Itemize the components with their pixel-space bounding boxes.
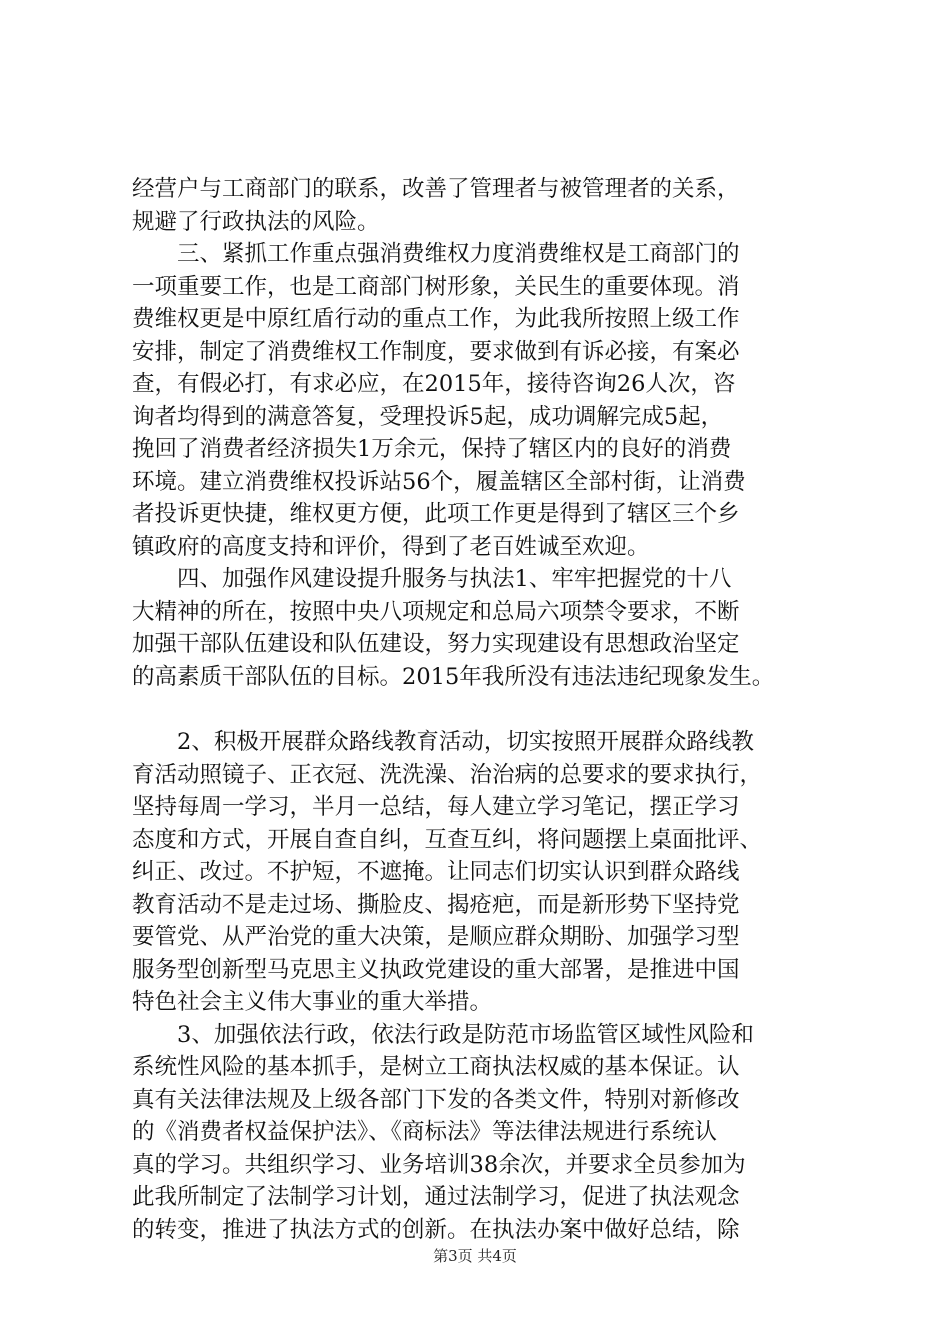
text-line: 镇政府的高度支持和评价，得到了老百姓诚至欢迎。 <box>132 533 650 560</box>
text-line: 经营户与工商部门的联系，改善了管理者与被管理者的关系， <box>132 176 740 202</box>
text-line: 真有关法律法规及上级各部门下发的各类文件，特别对新修改 <box>132 1086 740 1113</box>
text-line: 服务型创新型马克思主义执政党建设的重大部署，是推进中国 <box>132 956 740 983</box>
text-line: 的转变，推进了执法方式的创新。在执法办案中做好总结，除 <box>132 1216 740 1243</box>
text-line: 挽回了消费者经济损失1万余元，保持了辖区内的良好的消费 <box>132 436 732 462</box>
text-line: 真的学习。共组织学习、业务培训38余次，并要求全员参加为 <box>132 1151 746 1178</box>
text-line: 加强干部队伍建设和队伍建设，努力实现建设有思想政治坚定 <box>132 631 740 657</box>
text-line: 教育活动不是走过场、撕脸皮、揭疮疤，而是新形势下坚持党 <box>132 891 740 918</box>
text-line: 费维权更是中原红盾行动的重点工作，为此我所按照上级工作 <box>132 306 740 332</box>
text-line: 询者均得到的满意答复，受理投诉5起，成功调解完成5起， <box>132 403 724 430</box>
text-line: 育活动照镜子、正衣冠、洗洗澡、治治病的总要求的要求执行， <box>132 761 763 788</box>
text-line: 的高素质干部队伍的目标。2015年我所没有违法违纪现象发生。 <box>132 663 775 690</box>
text-line: 大精神的所在，按照中央八项规定和总局六项禁令要求，不断 <box>132 598 740 625</box>
text-line: 3、加强依法行政，依法行政是防范市场监管区域性风险和 <box>132 1021 754 1048</box>
text-line: 一项重要工作，也是工商部门树形象，关民生的重要体现。消 <box>132 273 740 300</box>
text-line: 规避了行政执法的风险。 <box>132 208 380 235</box>
text-line: 安排，制定了消费维权工作制度，要求做到有诉必接，有案必 <box>132 338 740 365</box>
text-line: 态度和方式，开展自查自纠，互查互纠，将问题摆上桌面批评、 <box>132 826 763 853</box>
text-line: 系统性风险的基本抓手，是树立工商执法权威的基本保证。认 <box>132 1054 740 1080</box>
text-line: 2、积极开展群众路线教育活动，切实按照开展群众路线教 <box>132 729 754 755</box>
document-body <box>132 173 832 1246</box>
text-line: 纠正、改过。不护短，不遮掩。让同志们切实认识到群众路线 <box>132 859 740 885</box>
text-line: 要管党、从严治党的重大决策，是顺应群众期盼、加强学习型 <box>132 924 740 950</box>
text-line: 三、紧抓工作重点强消费维权力度消费维权是工商部门的 <box>132 241 740 267</box>
text-line: 四、加强作风建设提升服务与执法1、牢牢把握党的十八 <box>132 566 732 592</box>
text-line: 坚持每周一学习，半月一总结，每人建立学习笔记，摆正学习 <box>132 794 740 820</box>
text-line: 此我所制定了法制学习计划，通过法制学习，促进了执法观念 <box>132 1184 740 1210</box>
text-line: 查，有假必打，有求必应，在2015年，接待咨询26人次，咨 <box>132 371 736 397</box>
text-line: 的《消费者权益保护法》、《商标法》等法律法规进行系统认 <box>132 1119 718 1145</box>
text-line: 环境。建立消费维权投诉站56个，履盖辖区全部村街，让消费 <box>132 468 746 495</box>
text-line: 特色社会主义伟大事业的重大举措。 <box>132 989 493 1015</box>
page-footer: 第3页 共4页 <box>433 1247 517 1265</box>
paragraph-gap <box>132 693 832 726</box>
text-line: 者投诉更快捷，维权更方便，此项工作更是得到了辖区三个乡 <box>132 501 740 527</box>
